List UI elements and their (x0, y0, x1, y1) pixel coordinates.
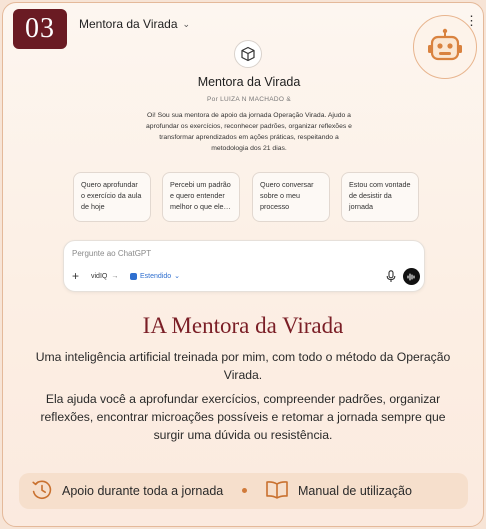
chat-composer (63, 240, 425, 292)
feature-footer (19, 473, 468, 509)
vidiq-tool-button[interactable] (91, 273, 118, 280)
gpt-title-dropdown[interactable] (79, 17, 190, 31)
extended-mode-button[interactable] (130, 272, 180, 280)
vidiq-tool-label: vidIQ (91, 273, 108, 280)
extended-mode-label: Estendido (140, 272, 172, 280)
microphone-icon[interactable] (386, 270, 396, 288)
section-subtitle: Uma inteligência artificial treinada por mim, com todo o método da Operação Virada. (35, 350, 451, 382)
feature-manual-label: Manual de utilização (298, 484, 412, 498)
kebab-menu-icon[interactable]: ⋮ (465, 13, 478, 28)
section-heading: IA Mentora da Virada (142, 313, 344, 338)
arrow-right-icon: → (111, 273, 119, 280)
chevron-down-icon: ⌄ (174, 273, 181, 280)
conversation-starter-4[interactable]: Estou com vontade de desistir da jornada (341, 172, 419, 222)
gpt-name: Mentora da Virada (197, 75, 301, 89)
chat-input[interactable] (72, 249, 372, 258)
robot-icon (413, 15, 477, 79)
separator-dot (242, 488, 247, 493)
conversation-starter-3[interactable]: Quero conversar sobre o meu processo (252, 172, 330, 222)
slide-card (2, 2, 484, 527)
voice-mode-icon[interactable] (403, 268, 420, 285)
section-body: Ela ajuda você a aprofundar exercícios, compreender padrões, organizar reflexões, encontrar microações possíveis e retomar a jornada sempre que surgir uma dúvida ou resistência. (40, 392, 446, 442)
gpt-author: Por LUIZA N MACHADO & (207, 96, 291, 103)
feature-manual (265, 473, 412, 509)
feature-support-label: Apoio durante toda a jornada (62, 484, 224, 498)
step-number-badge: 03 (13, 9, 67, 49)
feature-support (31, 473, 223, 509)
plus-icon[interactable]: + (72, 269, 80, 283)
cube-icon (234, 40, 262, 68)
conversation-starter-2[interactable]: Percebi um padrão e quero entender melhor o que ele… (162, 172, 240, 222)
chevron-down-icon: ⌄ (182, 18, 191, 29)
gpt-description: Oi! Sou sua mentora de apoio da jornada Operação Virada. Ajudo a aprofundar os exercícios, reconhecer padrões, organizar reflexões e transformar aprendizados em ações práticas, respeitando a metodologia dos 21 dias. (146, 112, 352, 152)
extended-mode-icon (130, 273, 137, 280)
clock-support-icon (31, 479, 53, 504)
topbar-title-text: Mentora da Virada (79, 17, 178, 31)
open-book-icon (265, 480, 289, 503)
conversation-starter-1[interactable]: Quero aprofundar o exercício da aula de hoje (73, 172, 151, 222)
